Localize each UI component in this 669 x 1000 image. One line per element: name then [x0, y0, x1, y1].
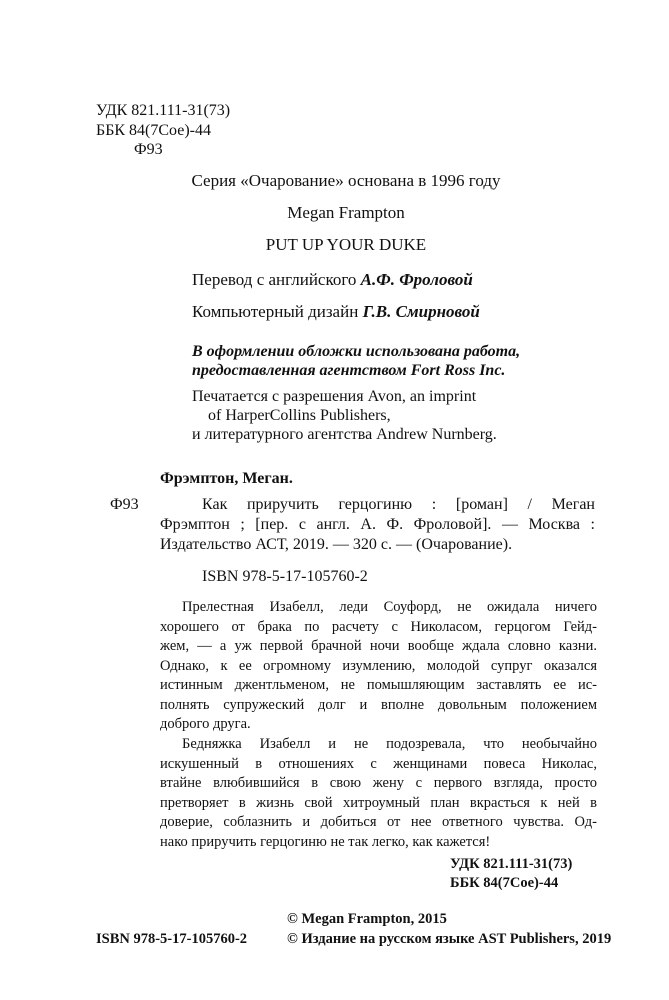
- translator-name: А.Ф. Фроловой: [360, 270, 473, 289]
- annotation-paragraph-2: [160, 735, 597, 852]
- design-label: Компьютерный дизайн: [192, 302, 359, 321]
- series-line: Серия «Очарование» основана в 1996 году: [191, 171, 501, 190]
- bbk-code-top: ББК 84(7Сое)-44: [96, 122, 211, 139]
- catalog-line-3: Издательство АСТ, 2019. — 320 с. — (Очарование).: [160, 536, 513, 553]
- translation-label: Перевод с английского: [192, 270, 357, 289]
- copyright-isbn: ISBN 978-5-17-105760-2: [96, 931, 248, 947]
- annotation-line: истинным джентльменом, не помышляющим заставлять ее ис-: [160, 677, 597, 693]
- udk-code-top: УДК 821.111-31(73): [96, 102, 231, 119]
- annotation-line: доброго друга.: [160, 716, 251, 732]
- permission-line-3: и литературного агентства Andrew Nurnberg.: [192, 426, 497, 443]
- translation-credit: [192, 270, 473, 290]
- permission-line-2: of HarperCollins Publishers,: [208, 407, 391, 424]
- catalog-code: Ф93: [110, 496, 139, 513]
- annotation-line: втайне влюбившийся в свою жену с первого взгляда, просто: [160, 775, 597, 791]
- annotation-line: полнять супружеский долг и вполне довольным положением: [160, 696, 597, 713]
- annotation-paragraph-1: [160, 598, 597, 735]
- annotation-line: искушенный в отношениях с женщинами повеса Николас,: [160, 755, 597, 772]
- cover-note-line-2: предоставленная агентством Fort Ross Inc.: [192, 362, 506, 379]
- cover-note-line-1: В оформлении обложки использована работа,: [192, 343, 521, 360]
- annotation-line: доверие, соблазнить и добиться от нее ответного чувства. Од-: [160, 814, 597, 830]
- original-author: Megan Frampton: [287, 203, 405, 222]
- bbk-code-bottom: ББК 84(7Сое)-44: [450, 875, 559, 891]
- catalog-line-1: Как приручить герцогиню : [роман] / Меган: [202, 496, 595, 513]
- catalog-heading: Фрэмптон, Меган.: [160, 470, 293, 487]
- annotation-line: жем, — а уж первой брачной ночи вообще ждала словно казни.: [160, 638, 597, 654]
- original-title: PUT UP YOUR DUKE: [265, 235, 427, 254]
- udk-code-bottom: УДК 821.111-31(73): [450, 856, 573, 872]
- annotation-line: хорошего от брака по расчету с Николасом, герцогом Гейд-: [160, 618, 597, 635]
- catalog-isbn: ISBN 978-5-17-105760-2: [202, 568, 368, 585]
- annotation-line: нако приручить герцогиню не так легко, как кажется!: [160, 833, 491, 850]
- design-credit: [192, 302, 480, 322]
- designer-name: Г.В. Смирновой: [362, 302, 480, 321]
- annotation-line: Однако, к ее огромному изумлению, молодой супруг оказался: [160, 657, 597, 674]
- annotation-line: Бедняжка Изабелл и не подозревала, что необычайно: [182, 736, 597, 752]
- permission-line-1: Печатается с разрешения Avon, an imprint: [192, 388, 477, 405]
- annotation-line: претворяет в жизнь свой хитроумный план вкрасться к ней в: [160, 794, 597, 811]
- catalog-line-2: Фрэмптон ; [пер. с англ. А. Ф. Фроловой]. — Москва :: [160, 516, 595, 533]
- annotation-line: Прелестная Изабелл, леди Соуфорд, не ожидала ничего: [182, 599, 597, 615]
- copyright-edition: © Издание на русском языке AST Publishers, 2019: [287, 931, 612, 947]
- author-code-top: Ф93: [134, 141, 163, 158]
- copyright-author: © Megan Frampton, 2015: [287, 911, 447, 927]
